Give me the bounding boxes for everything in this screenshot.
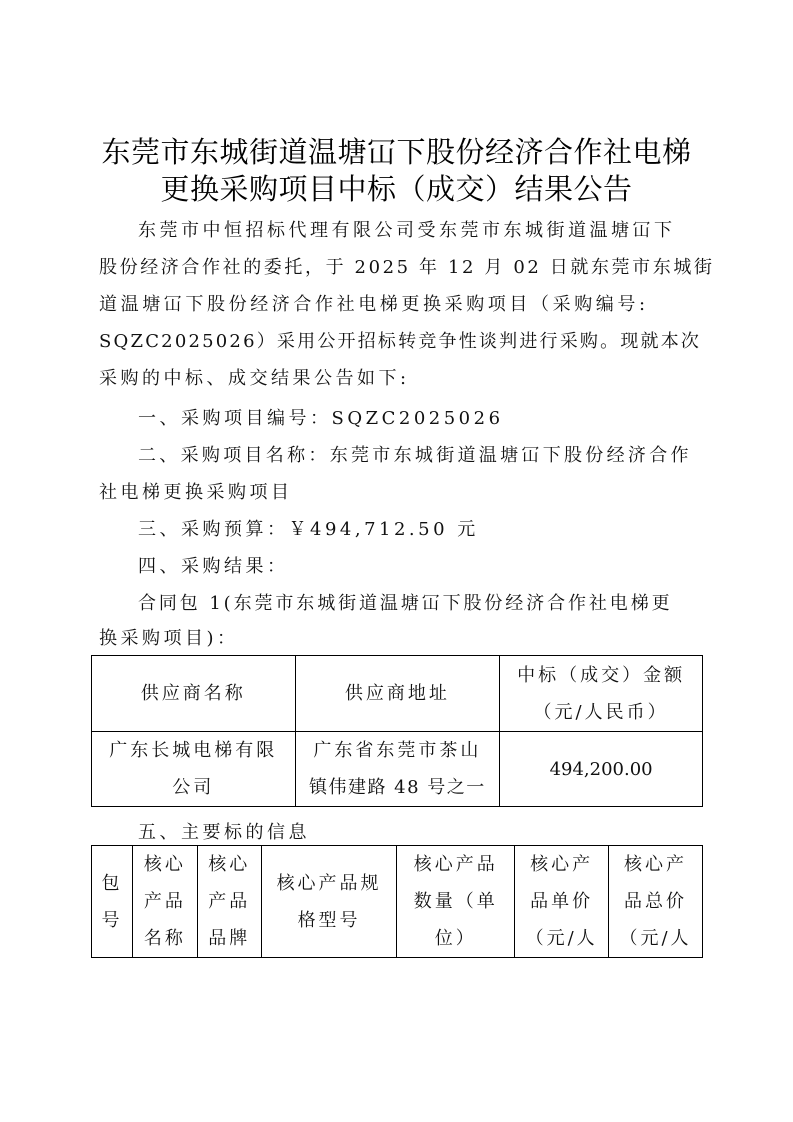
header-package-no: 包 号 (92, 846, 133, 958)
cell-supplier-name: 广东长城电梯有限 公司 (92, 732, 296, 807)
header-product-spec: 核心产品规 格型号 (261, 846, 397, 958)
header-supplier-address: 供应商地址 (295, 656, 500, 732)
result-table (91, 655, 703, 807)
intro-line: 采购的中标、成交结果公告如下: (99, 368, 410, 389)
table-row (92, 732, 703, 807)
header-total-price: 核心产 品总价 （元/人 (609, 846, 703, 958)
cell-amount: 494,200.00 (500, 732, 703, 807)
table-header-row (92, 846, 703, 958)
cell-supplier-address: 广东省东莞市茶山 镇伟建路 48 号之一 (295, 732, 500, 807)
header-supplier-name: 供应商名称 (92, 656, 296, 732)
intro-line: 东莞市中恒招标代理有限公司受东莞市东城街道温塘冚下 (138, 220, 676, 241)
section-main-items: 五、主要标的信息 (138, 822, 310, 843)
header-product-brand: 核心 产品 品牌 (197, 846, 261, 958)
table-header-row (92, 656, 703, 732)
title-line-1: 东莞市东城街道温塘冚下股份经济合作社电梯 (101, 135, 692, 169)
section-budget: 三、采购预算：￥494,712.50 元 (138, 519, 479, 540)
section-project-name: 二、采购项目名称：东莞市东城街道温塘冚下股份经济合作 (138, 445, 692, 466)
intro-line: 道温塘冚下股份经济合作社电梯更换采购项目（采购编号: (99, 294, 649, 315)
item-table (91, 845, 703, 958)
package-heading-cont: 换采购项目)： (99, 628, 239, 649)
header-amount: 中标（成交）金额 （元/人民币） (500, 656, 703, 732)
header-product-name: 核心 产品 名称 (132, 846, 197, 958)
section-result: 四、采购结果： (138, 556, 289, 577)
title-line-2: 更换采购项目中标（成交）结果公告 (160, 172, 633, 206)
intro-line: SQZC2025026）采用公开招标转竞争性谈判进行采购。现就本次 (99, 331, 702, 352)
header-product-quantity: 核心产品 数量（单 位） (397, 846, 515, 958)
section-project-number: 一、采购项目编号：SQZC2025026 (138, 408, 504, 429)
intro-line: 股份经济合作社的委托，于 2025 年 12 月 02 日就东莞市东城街 (99, 257, 715, 278)
package-heading: 合同包 1(东莞市东城街道温塘冚下股份经济合作社电梯更 (138, 593, 673, 614)
header-unit-price: 核心产 品单价 （元/人 (515, 846, 609, 958)
section-project-name-cont: 社电梯更换采购项目 (99, 482, 293, 503)
